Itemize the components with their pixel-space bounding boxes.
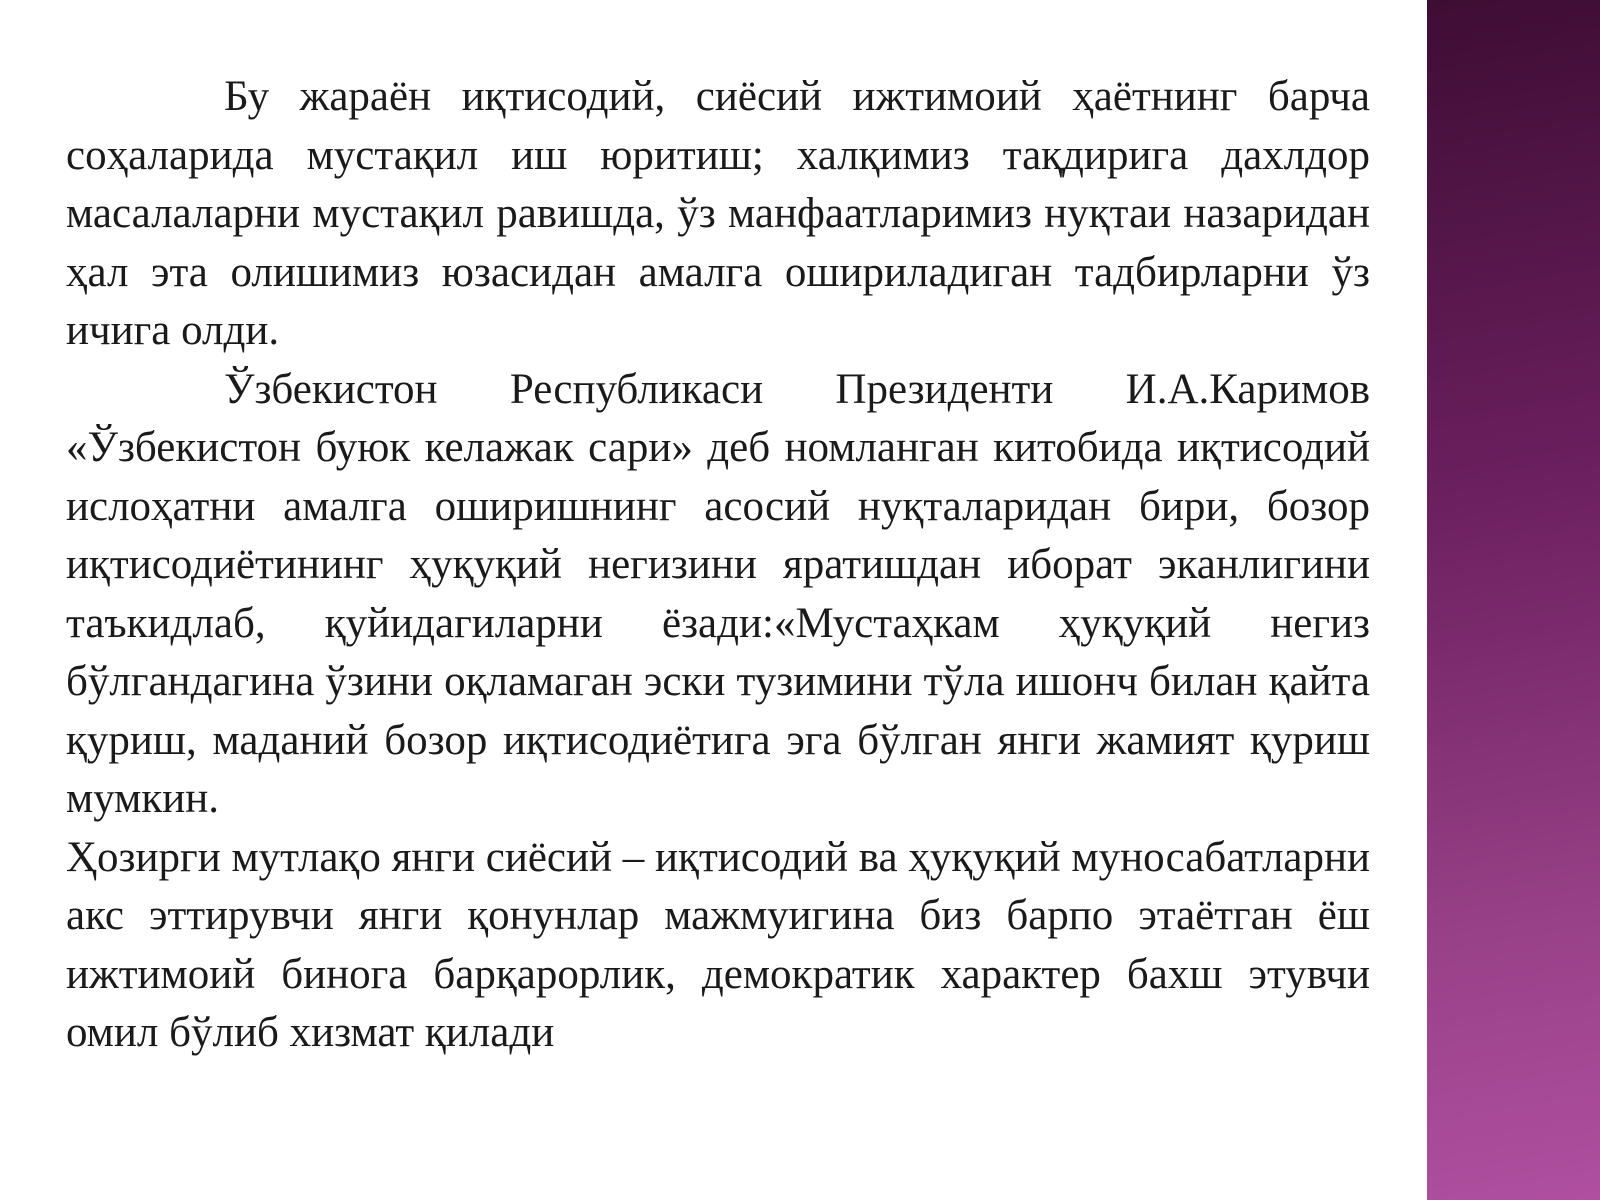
decorative-side-band <box>1427 0 1600 1200</box>
paragraph-1: Бу жараён иқтисодий, сиёсий ижтимоий ҳаётнинг барча соҳаларида мустақил иш юритиш; халқимиз тақдирига дахлдор масалаларни мустақил равишда, ўз манфаатларимиз нуқтаи назаридан ҳал эта олишимиз юзасидан амалга ошириладиган тадбирларни ўз ичига олди. <box>66 73 1370 354</box>
paragraph-3: Ҳозирги мутлақо янги сиёсий – иқтисодий ва ҳуқуқий муносабатларни акс эттирувчи янги қонунлар мажмуигина биз барпо этаётган ёш ижтимоий бинога барқарорлик, демократик характер бахш этувчи омил бўлиб хизмат қилади <box>66 833 1371 1056</box>
slide-body-text <box>66 68 1370 1063</box>
paragraph-2: Ўзбекистон Республикаси Президенти И.А.Каримов «Ўзбекистон буюк келажак сари» деб номланган китобида иқтисодий ислоҳатни амалга оширишнинг асосий нуқталаридан бири, бозор иқтисодиётининг ҳуқуқий негизини яратишдан иборат эканлигини таъкидлаб, қуйидагиларни ёзади:«Мустаҳкам ҳуқуқий негиз бўлгандагина ўзини оқламаган эски тузимини тўла ишонч билан қайта қуриш, маданий бозор иқтисодиётига эга бўлган янги жамият қуриш мумкин. <box>66 365 1370 822</box>
